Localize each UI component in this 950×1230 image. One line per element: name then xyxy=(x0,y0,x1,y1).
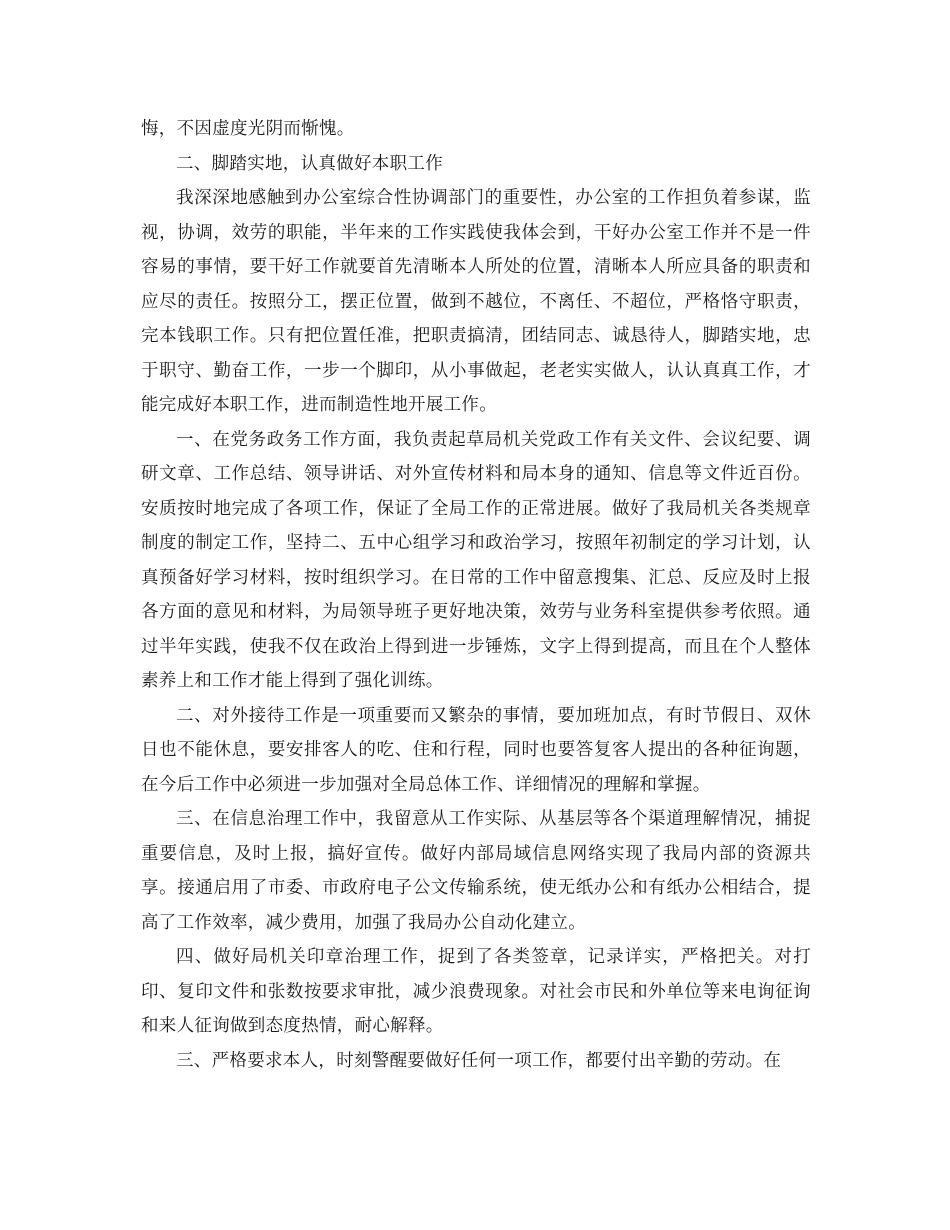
paragraph: 我深深地感触到办公室综合性协调部门的重要性，办公室的工作担负着参谋，监视，协调，效劳的职能，半年来的工作实践使我体会到，干好办公室工作并不是一件容易的事情，要干好工作就要首先清晰本人所处的位置，清晰本人所应具备的职责和应尽的责任。按照分工，摆正位置，做到不越位，不离任、不超位，严格恪守职责，完本钱职工作。只有把位置任准，把职责搞清，团结同志、诚恳待人，脚踏实地，忠于职守、勤奋工作，一步一个脚印，从小事做起，老老实实做人，认认真真工作，才能完成好本职工作，进而制造性地开展工作。 xyxy=(141,188,811,415)
paragraph: 一、在党务政务工作方面，我负责起草局机关党政工作有关文件、会议纪要、调研文章、工作总结、领导讲话、对外宣传材料和局本身的通知、信息等文件近百份。安质按时地完成了各项工作，保证了全局工作的正常进展。做好了我局机关各类规章制度的制定工作，坚持二、五中心组学习和政治学习，按照年初制定的学习计划，认真预备好学习材料，按时组织学习。在日常的工作中留意搜集、汇总、反应及时上报各方面的意见和材料，为局领导班子更好地决策，效劳与业务科室提供参考依照。通过半年实践，使我不仅在政治上得到进一步锤炼，文字上得到提高，而且在个人整体素养上和工作才能上得到了强化训练。 xyxy=(141,429,811,691)
paragraph: 三、严格要求本人，时刻警醒要做好任何一项工作，都要付出辛勤的劳动。在 xyxy=(176,1050,782,1071)
section-heading: 二、脚踏实地，认真做好本职工作 xyxy=(176,153,443,174)
document-body xyxy=(141,112,811,1078)
paragraph-continuation: 悔，不因虚度光阴而惭愧。 xyxy=(141,119,355,139)
paragraph: 二、对外接待工作是一项重要而又繁杂的事情，要加班加点，有时节假日、双休日也不能休息，要安排客人的吃、住和行程，同时也要答复客人提出的各种征询题，在今后工作中必须进一步加强对全局总体工作、详细情况的理解和掌握。 xyxy=(141,705,811,795)
paragraph: 四、做好局机关印章治理工作，捉到了各类签章，记录详实，严格把关。对打印、复印文件和张数按要求审批，减少浪费现象。对社会市民和外单位等来电询征询和来人征询做到态度热情，耐心解释。 xyxy=(141,947,811,1036)
paragraph: 三、在信息治理工作中，我留意从工作实际、从基层等各个渠道理解情况，捕捉重要信息，及时上报，搞好宣传。做好内部局域信息网络实现了我局内部的资源共享。接通启用了市委、市政府电子公文传输系统，使无纸办公和有纸办公相结合，提高了工作效率，减少费用，加强了我局办公自动化建立。 xyxy=(141,809,811,933)
